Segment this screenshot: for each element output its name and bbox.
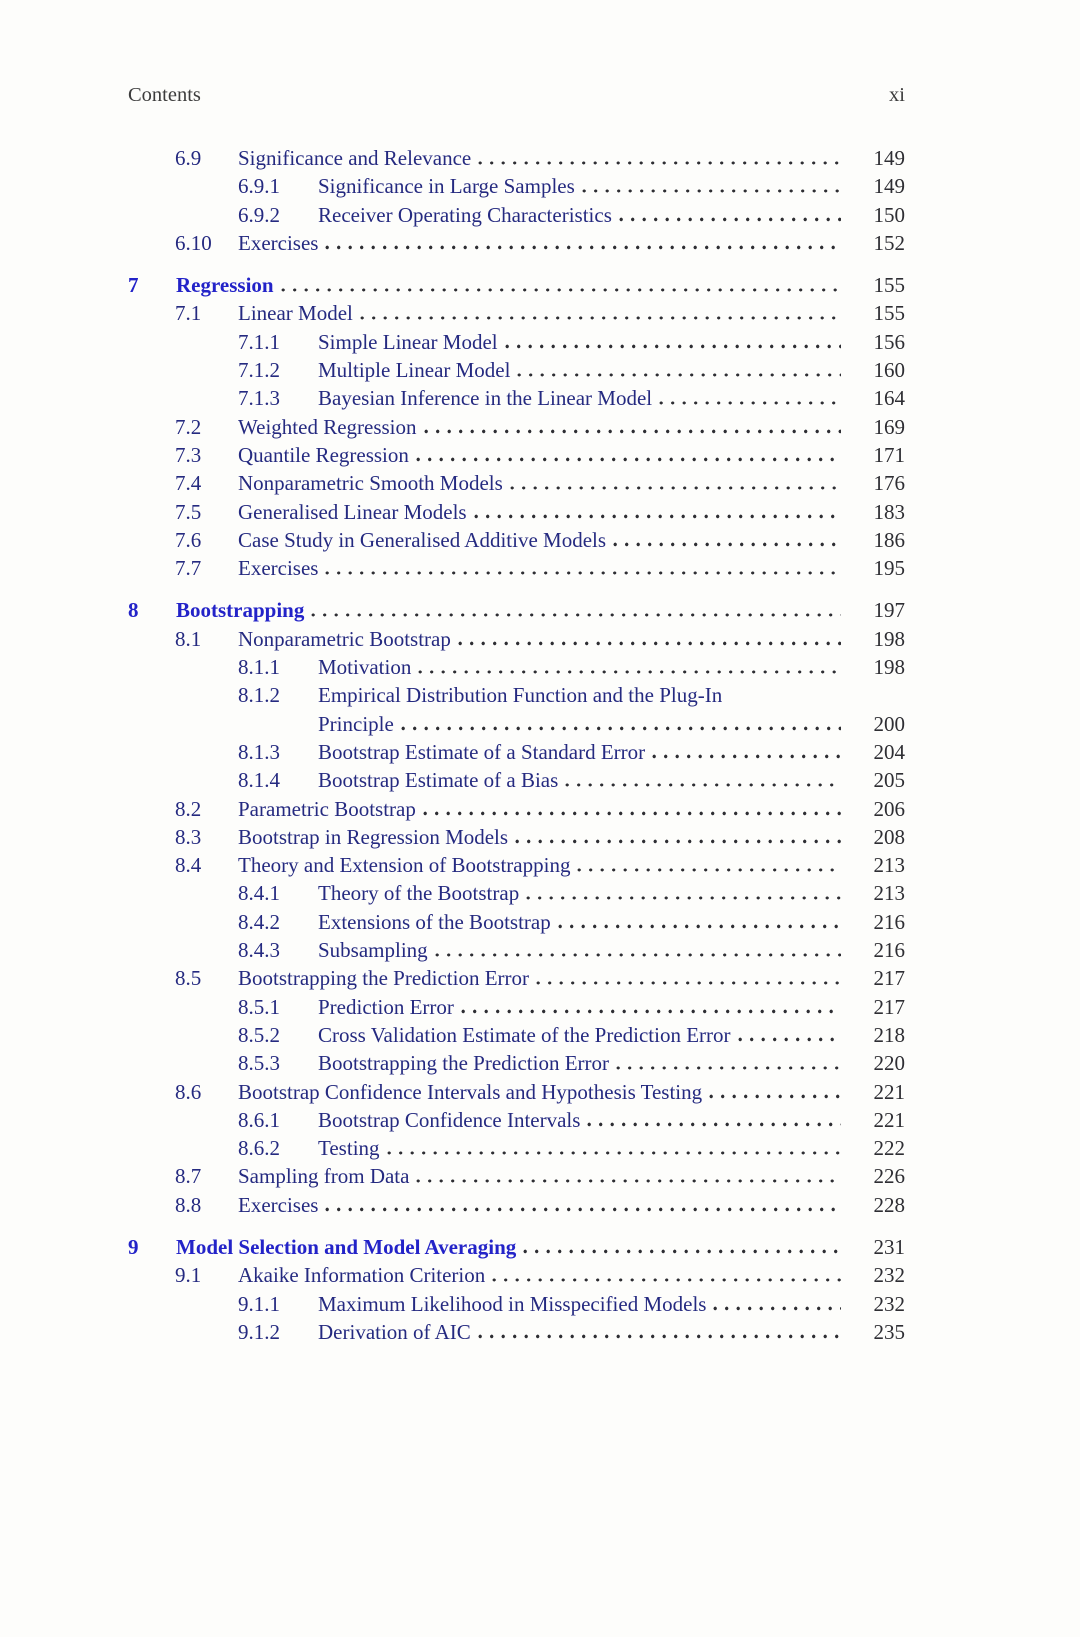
entry-title: Significance in Large Samples	[318, 174, 575, 199]
entry-page: 218	[873, 1022, 905, 1047]
entry-title: Significance and Relevance	[238, 146, 472, 170]
entry-title: Exercises	[238, 556, 319, 581]
entry-title: Empirical Distribution Function and the Plug-In	[318, 683, 723, 708]
entry-number: 8.1.1	[238, 655, 280, 680]
entry-title: Nonparametric Bootstrap	[238, 626, 451, 651]
entry-title: Bootstrap Confidence Intervals	[318, 1107, 581, 1132]
dot-leader	[510, 486, 841, 491]
dot-leader	[517, 373, 841, 378]
toc-entry[interactable]	[128, 625, 905, 653]
entry-title: Case Study in Generalised Additive Models	[238, 527, 607, 552]
toc-entry[interactable]	[128, 1134, 905, 1162]
entry-page: 164	[873, 386, 905, 411]
entry-title: Prediction Error	[318, 994, 454, 1019]
entry-page: 222	[873, 1136, 905, 1161]
entry-title: Bayesian Inference in the Linear Model	[318, 386, 653, 411]
toc-entry[interactable]	[128, 851, 905, 879]
entry-page: 220	[873, 1051, 905, 1076]
entry-page: 176	[873, 471, 905, 496]
entry-page: 198	[873, 655, 905, 680]
entry-page: 152	[873, 230, 905, 255]
entry-page: 232	[873, 1291, 905, 1316]
dot-leader	[738, 1037, 841, 1042]
dot-leader	[616, 1066, 841, 1071]
entry-number: 8.8	[175, 1192, 202, 1217]
toc-entry[interactable]	[128, 498, 905, 526]
running-header-title: Contents	[128, 84, 201, 106]
dot-leader	[458, 641, 841, 646]
entry-number: 8.4	[175, 853, 202, 878]
dot-leader	[435, 953, 841, 958]
toc-entry[interactable]	[128, 1078, 905, 1106]
dot-leader	[577, 868, 841, 873]
dot-leader	[461, 1009, 841, 1014]
entry-page: 217	[873, 966, 905, 991]
toc-entry[interactable]	[128, 653, 905, 681]
entry-title: Parametric Bootstrap	[238, 796, 416, 821]
entry-page: 226	[873, 1164, 905, 1189]
entry-page: 231	[873, 1234, 905, 1259]
toc-entry-continuation[interactable]	[128, 710, 905, 738]
entry-number: 7.1.3	[238, 386, 280, 411]
entry-number: 8.6	[175, 1079, 202, 1104]
entry-number: 8.5	[175, 966, 202, 991]
entry-number: 7.1.1	[238, 329, 280, 354]
entry-page: 216	[873, 938, 905, 963]
dot-leader	[424, 429, 841, 434]
dot-leader	[515, 839, 841, 844]
entry-title: Theory and Extension of Bootstrapping	[238, 853, 571, 878]
entry-number: 7.1	[175, 301, 202, 326]
dot-leader	[582, 189, 841, 194]
entry-title: Quantile Regression	[238, 442, 409, 467]
entry-number: 7	[128, 273, 139, 298]
entry-number: 7.3	[175, 442, 202, 467]
entry-number: 8	[128, 598, 139, 623]
toc-entry[interactable]	[128, 1049, 905, 1077]
entry-title: Derivation of AIC	[318, 1319, 471, 1344]
toc-entry[interactable]	[128, 526, 905, 554]
entry-title: Maximum Likelihood in Misspecified Models	[318, 1291, 707, 1316]
entry-page: 156	[873, 329, 905, 354]
entry-number: 8.1	[175, 626, 202, 651]
entry-number: 8.3	[175, 824, 202, 849]
entry-number: 8.1.3	[238, 739, 280, 764]
entry-page: 213	[873, 881, 905, 906]
dot-leader	[418, 670, 841, 675]
page-number-roman: xi	[889, 84, 905, 106]
dot-leader	[558, 924, 841, 929]
entry-page: 232	[873, 1263, 905, 1288]
entry-title: Bootstrap Confidence Intervals and Hypothesis Testing	[238, 1079, 703, 1104]
entry-number: 7.5	[175, 499, 202, 524]
dot-leader	[281, 288, 841, 293]
toc-entry[interactable]	[128, 413, 905, 441]
toc-entry[interactable]	[128, 795, 905, 823]
entry-number: 9.1.2	[238, 1319, 280, 1344]
entry-number: 9	[128, 1234, 139, 1259]
dot-leader	[360, 316, 841, 321]
dot-leader	[587, 1122, 841, 1127]
entry-page: 206	[873, 796, 905, 821]
dot-leader	[423, 811, 841, 816]
entry-page: 186	[873, 527, 905, 552]
entry-number: 9.1	[175, 1263, 202, 1288]
toc-entry[interactable]	[128, 554, 905, 582]
dot-leader	[416, 457, 841, 462]
dot-leader	[505, 344, 841, 349]
entry-title: Bootstrapping the Prediction Error	[238, 966, 530, 991]
toc-entry[interactable]	[128, 766, 905, 794]
toc-entry[interactable]	[128, 681, 905, 709]
toc-entry[interactable]	[128, 172, 905, 200]
entry-number: 8.6.1	[238, 1107, 280, 1132]
entry-title: Akaike Information Criterion	[238, 1263, 486, 1288]
toc-entry[interactable]	[128, 229, 905, 257]
entry-title: Weighted Regression	[238, 414, 417, 439]
entry-page: 150	[873, 202, 905, 227]
entry-title: Simple Linear Model	[318, 329, 498, 354]
dot-leader	[492, 1278, 841, 1283]
dot-leader	[526, 896, 841, 901]
toc-entry[interactable]	[128, 823, 905, 851]
toc-entry[interactable]	[128, 271, 905, 299]
toc-entry[interactable]	[128, 328, 905, 356]
dot-leader	[709, 1094, 841, 1099]
toc-entry[interactable]	[128, 144, 905, 172]
dot-leader	[311, 613, 841, 618]
entry-title: Regression	[176, 273, 274, 298]
entry-title: Exercises	[238, 1192, 319, 1217]
toc-entry[interactable]	[128, 879, 905, 907]
toc-entry[interactable]	[128, 596, 905, 624]
entry-number: 7.2	[175, 414, 202, 439]
entry-number: 8.4.3	[238, 938, 280, 963]
entry-title: Theory of the Bootstrap	[318, 881, 520, 906]
toc-entry[interactable]	[128, 469, 905, 497]
entry-number: 6.10	[175, 230, 212, 255]
entry-title: Bootstrap Estimate of a Bias	[318, 768, 559, 793]
entry-title: Testing	[318, 1136, 380, 1161]
dot-leader	[478, 161, 841, 166]
dot-leader	[474, 514, 841, 519]
entry-page: 217	[873, 994, 905, 1019]
running-header	[128, 82, 905, 108]
entry-title: Cross Validation Estimate of the Prediction Error	[318, 1022, 731, 1047]
toc-entry[interactable]	[128, 441, 905, 469]
entry-title: Principle	[318, 711, 394, 736]
entry-page: 208	[873, 824, 905, 849]
entry-number: 6.9.1	[238, 174, 280, 199]
entry-number: 8.2	[175, 796, 202, 821]
entry-title: Bootstrap in Regression Models	[238, 824, 509, 849]
entry-page: 216	[873, 909, 905, 934]
entry-page: 213	[873, 853, 905, 878]
entry-page: 160	[873, 358, 905, 383]
entry-page: 155	[873, 301, 905, 326]
dot-leader	[652, 754, 841, 759]
entry-number: 7.7	[175, 556, 202, 581]
entry-page: 200	[873, 711, 905, 736]
entry-number: 6.9.2	[238, 202, 280, 227]
entry-page: 228	[873, 1192, 905, 1217]
entry-title: Extensions of the Bootstrap	[318, 909, 551, 934]
entry-page: 149	[873, 174, 905, 199]
entry-title: Model Selection and Model Averaging	[176, 1234, 517, 1259]
entry-number: 8.4.2	[238, 909, 280, 934]
toc-entry[interactable]	[128, 936, 905, 964]
entry-page: 204	[873, 739, 905, 764]
dot-leader	[325, 245, 841, 250]
dot-leader	[713, 1306, 841, 1311]
entry-number: 7.1.2	[238, 358, 280, 383]
dot-leader	[536, 981, 841, 986]
toc-entry[interactable]	[128, 908, 905, 936]
entry-number: 8.5.2	[238, 1022, 280, 1047]
entry-title: Motivation	[318, 655, 412, 680]
toc-entry[interactable]	[128, 299, 905, 327]
entry-page: 205	[873, 768, 905, 793]
dot-leader	[659, 401, 841, 406]
toc-entry[interactable]	[128, 356, 905, 384]
toc-entry[interactable]	[128, 1233, 905, 1261]
entry-number: 8.6.2	[238, 1136, 280, 1161]
entry-number: 8.1.4	[238, 768, 280, 793]
entry-title: Sampling from Data	[238, 1164, 410, 1189]
dot-leader	[478, 1334, 841, 1339]
dot-leader	[619, 217, 841, 222]
entry-number: 7.4	[175, 471, 202, 496]
entry-page: 221	[873, 1079, 905, 1104]
toc-entry[interactable]	[128, 201, 905, 229]
dot-leader	[387, 1151, 841, 1156]
dot-leader	[416, 1179, 841, 1184]
dot-leader	[401, 726, 841, 731]
entry-title: Multiple Linear Model	[318, 358, 511, 383]
entry-title: Bootstrapping	[176, 598, 305, 623]
entry-page: 149	[873, 146, 905, 170]
toc-entry[interactable]	[128, 738, 905, 766]
toc-entry[interactable]	[128, 1290, 905, 1318]
toc-entry[interactable]	[128, 1162, 905, 1190]
entry-title: Linear Model	[238, 301, 353, 326]
entry-page: 221	[873, 1107, 905, 1132]
toc-entry[interactable]	[128, 993, 905, 1021]
entry-page: 155	[873, 273, 905, 298]
dot-leader	[523, 1249, 841, 1254]
entry-title: Bootstrapping the Prediction Error	[318, 1051, 610, 1076]
entry-number: 8.1.2	[238, 683, 280, 708]
toc-entry[interactable]	[128, 1318, 905, 1346]
entry-page: 198	[873, 626, 905, 651]
entry-number: 9.1.1	[238, 1291, 280, 1316]
toc-entry[interactable]	[128, 1191, 905, 1219]
dot-leader	[325, 571, 841, 576]
entry-title: Bootstrap Estimate of a Standard Error	[318, 739, 646, 764]
entry-title: Nonparametric Smooth Models	[238, 471, 503, 496]
entry-title: Generalised Linear Models	[238, 499, 467, 524]
entry-number: 6.9	[175, 146, 202, 170]
entry-number: 8.7	[175, 1164, 202, 1189]
entry-title: Subsampling	[318, 938, 428, 963]
entry-page: 195	[873, 556, 905, 581]
entry-number: 7.6	[175, 527, 202, 552]
entry-title: Exercises	[238, 230, 319, 255]
entry-page: 171	[873, 442, 905, 467]
entry-page: 169	[873, 414, 905, 439]
toc-entry[interactable]	[128, 384, 905, 412]
toc-list	[128, 144, 905, 1346]
entry-number: 8.4.1	[238, 881, 280, 906]
dot-leader	[565, 783, 841, 788]
entry-title: Receiver Operating Characteristics	[318, 202, 612, 227]
dot-leader	[613, 542, 841, 547]
toc-entry[interactable]	[128, 1021, 905, 1049]
dot-leader	[325, 1207, 841, 1212]
entry-number: 8.5.3	[238, 1051, 280, 1076]
toc-entry[interactable]	[128, 964, 905, 992]
entry-number: 8.5.1	[238, 994, 280, 1019]
entry-page: 183	[873, 499, 905, 524]
entry-page: 197	[873, 598, 905, 623]
toc-entry[interactable]	[128, 1261, 905, 1289]
entry-page: 235	[873, 1319, 905, 1344]
toc-entry[interactable]	[128, 1106, 905, 1134]
